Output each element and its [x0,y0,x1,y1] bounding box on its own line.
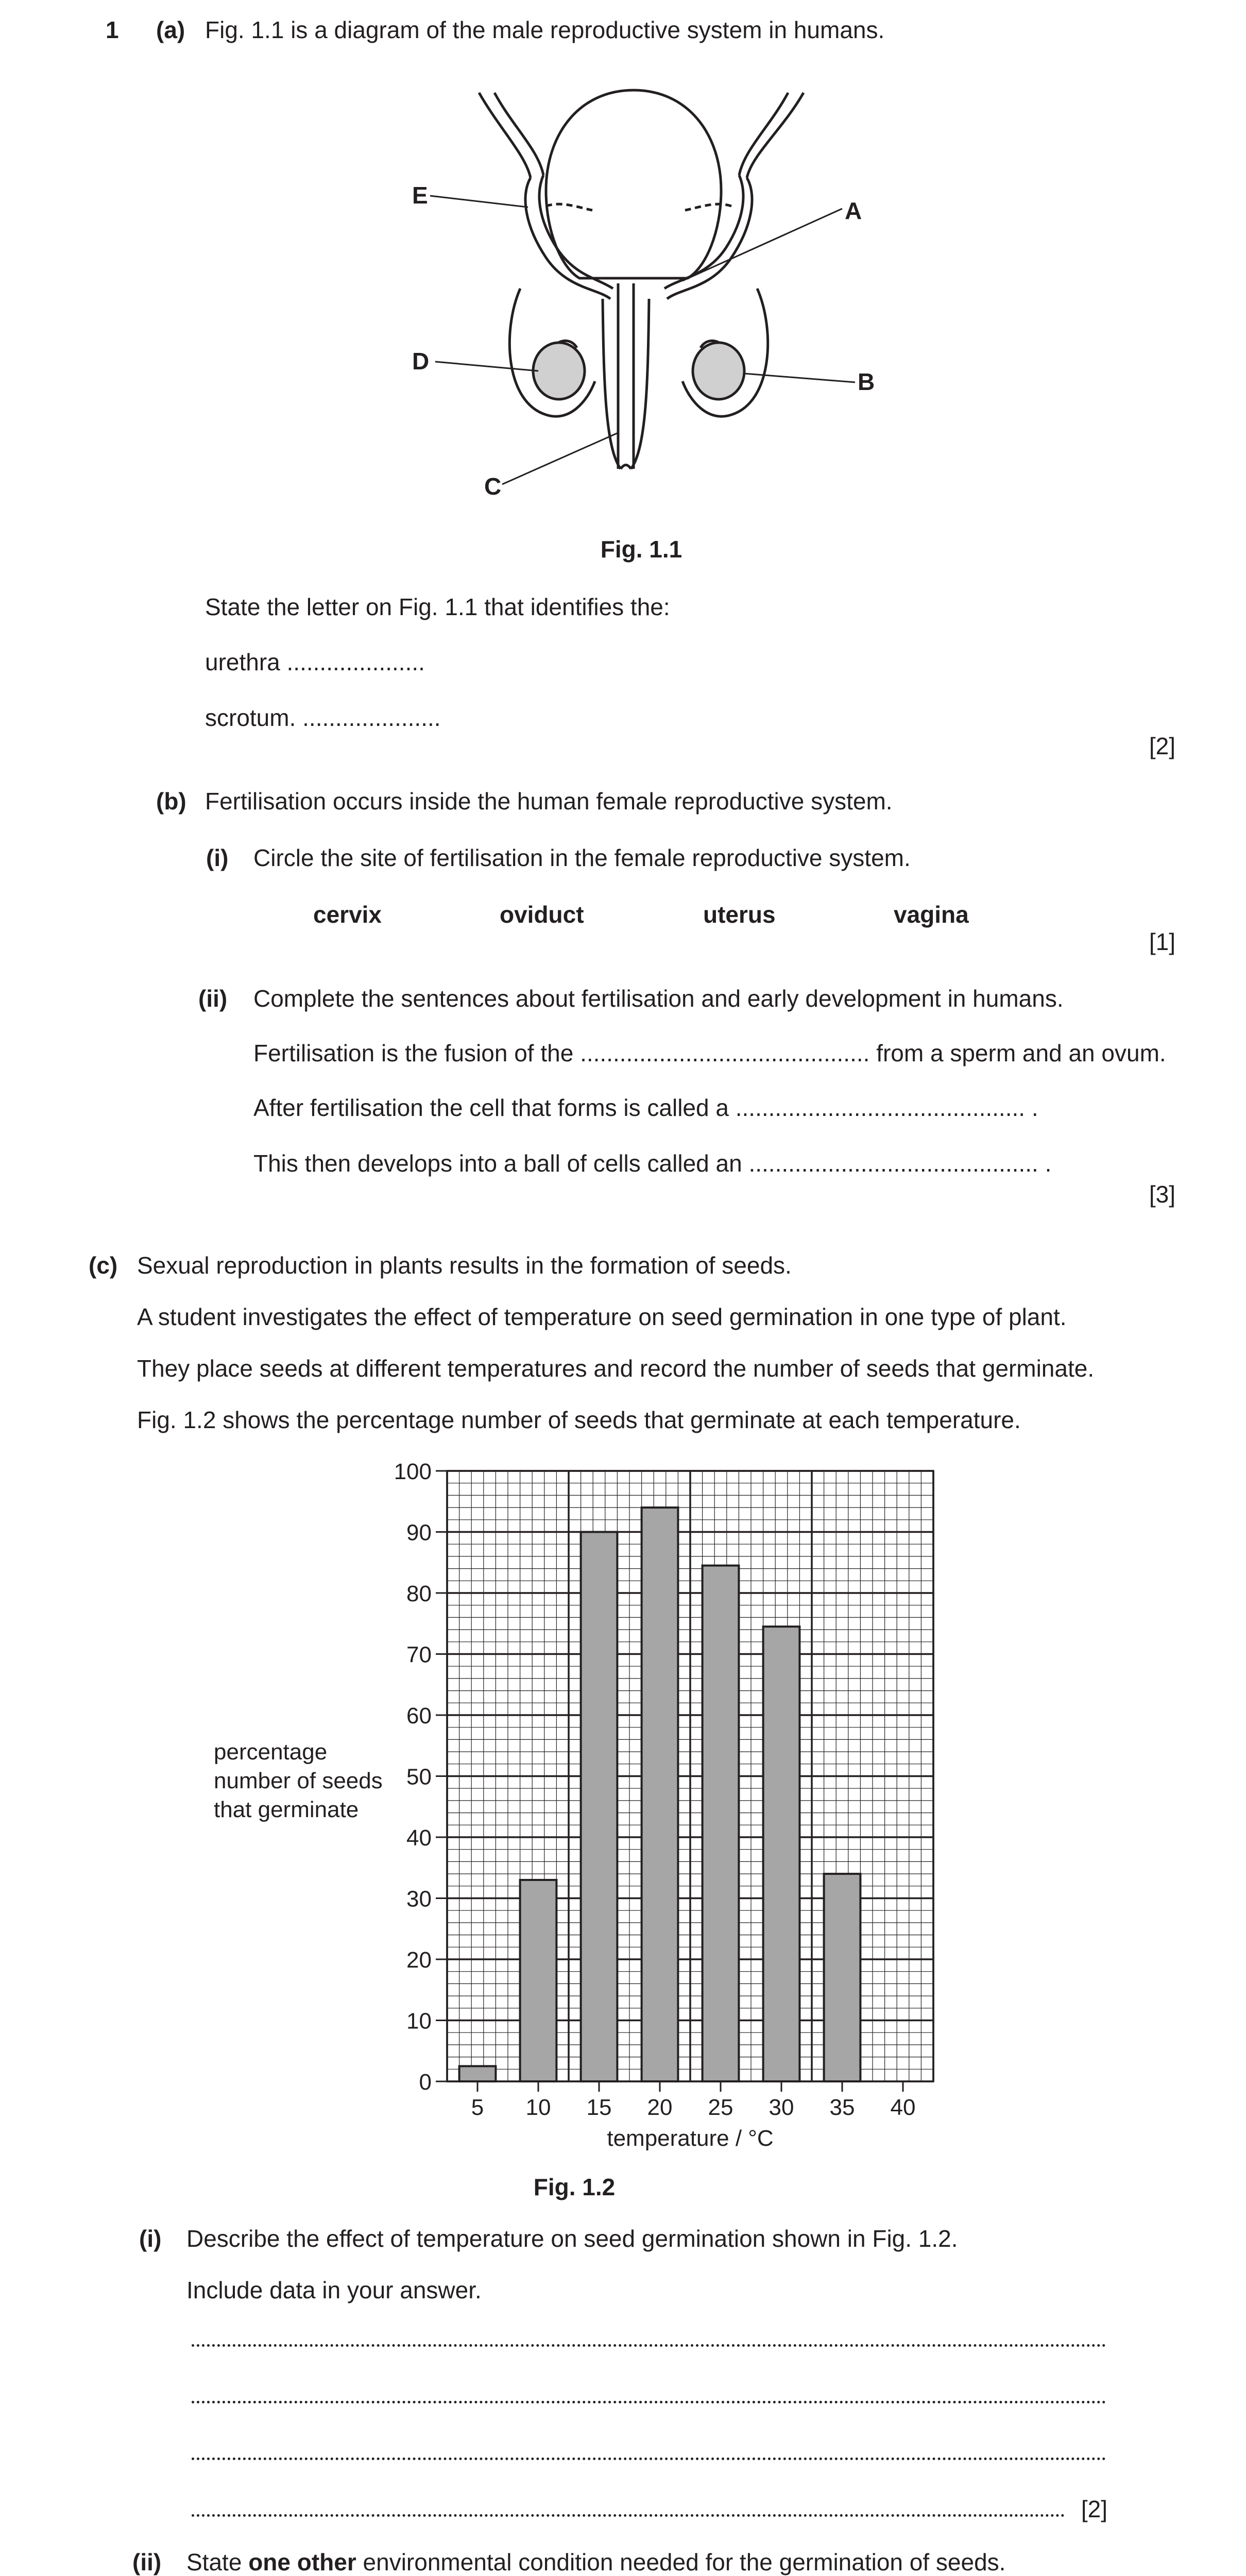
x-tick-label: 25 [708,2095,733,2120]
y-tick-label: 80 [406,1581,432,1606]
part-b-ii-label: (ii) [198,985,228,1012]
part-c-p3: They place seeds at different temperatures and record the number of seeds that germinate. [137,1355,1095,1382]
urethra-answer: urethra ..................... [205,649,425,675]
label-d: D [412,348,430,375]
x-axis-label: temperature / °C [607,2126,774,2151]
part-b-i-text: Circle the site of fertilisation in the female reproductive system. [253,844,911,871]
x-tick-label: 30 [769,2095,794,2120]
y-tick-label: 60 [406,1703,432,1728]
bar [581,1532,618,2082]
option-cervix[interactable]: cervix [313,901,382,928]
x-tick-label: 10 [525,2095,551,2120]
bar [703,1566,739,2081]
part-b-stem: Fertilisation occurs inside the human female reproductive system. [205,788,893,815]
sentence-fusion: Fertilisation is the fusion of the ............................................ from a sperm and an ovum. [253,1040,1166,1066]
y-tick-label: 30 [406,1886,432,1912]
part-c-ii-text [186,2548,1005,2576]
y-tick-label: 0 [419,2070,432,2095]
part-c-i-text: Describe the effect of temperature on seed germination shown in Fig. 1.2. [186,2225,958,2252]
fig-1-1-caption: Fig. 1.1 [600,536,682,563]
y-tick-label: 40 [406,1825,432,1851]
part-c-ii-label: (ii) [132,2549,162,2575]
y-tick-label: 90 [406,1520,432,1546]
x-tick-label: 5 [471,2095,484,2120]
y-tick-label: 20 [406,1947,432,1973]
bar [763,1626,800,2081]
x-tick-label: 40 [890,2095,916,2120]
option-uterus[interactable]: uterus [703,901,776,928]
label-a: A [845,197,862,224]
sentence-zygote: After fertilisation the cell that forms is called a ............................................ . [253,1094,1038,1121]
y-axis-label: percentage [214,1739,328,1765]
label-c: C [484,473,502,500]
y-tick-label: 50 [406,1764,432,1790]
part-c-label: (c) [89,1252,118,1279]
part-c-p1: Sexual reproduction in plants results in the formation of seeds. [137,1252,792,1279]
part-c-i-label: (i) [139,2225,162,2252]
part-c-i-text2: Include data in your answer. [186,2277,482,2303]
answer-line-4[interactable] [192,2514,1065,2517]
part-c-ii-text-bold: one other [248,2549,356,2575]
part-b-ii-text: Complete the sentences about fertilisation and early development in humans. [253,985,1064,1012]
bar [520,1880,557,2081]
bar [824,1874,861,2081]
label-b: B [858,368,875,395]
part-a-instruction: State the letter on Fig. 1.1 that identifies the: [205,594,670,620]
part-c-ii-text-pre: State [186,2549,249,2575]
part-b-ii-marks: [3] [1149,1181,1175,1208]
part-b-label: (b) [156,788,186,815]
part-a-label: (a) [156,16,185,43]
bar [642,1507,678,2081]
y-axis-label: number of seeds [214,1768,383,1793]
y-tick-label: 70 [406,1642,432,1668]
x-tick-label: 20 [647,2095,673,2120]
part-c-p2: A student investigates the effect of temperature on seed germination in one type of plant. [137,1303,1067,1330]
part-a-marks: [2] [1149,733,1175,759]
part-a-stem: Fig. 1.1 is a diagram of the male reproductive system in humans. [205,16,885,43]
answer-line-2[interactable] [192,2401,1106,2403]
part-c-p4: Fig. 1.2 shows the percentage number of seeds that germinate at each temperature. [137,1406,1021,1433]
y-tick-label: 100 [394,1459,432,1484]
question-number: 1 [106,16,119,43]
answer-line-3[interactable] [192,2458,1106,2460]
part-c-i-marks: [2] [1081,2496,1107,2522]
option-vagina[interactable]: vagina [894,901,969,928]
part-b-i-label: (i) [206,844,229,871]
y-axis-label: that germinate [214,1797,359,1822]
part-b-i-marks: [1] [1149,928,1175,955]
x-tick-label: 15 [586,2095,612,2120]
male-reproductive-diagram [391,72,901,515]
bar [459,2066,496,2081]
germination-bar-chart [0,1437,1246,2169]
y-tick-label: 10 [406,2008,432,2034]
label-e: E [412,182,428,209]
option-oviduct[interactable]: oviduct [500,901,584,928]
sentence-embryo: This then develops into a ball of cells called an ............................................ . [253,1150,1052,1177]
fig-1-2-caption: Fig. 1.2 [533,2174,616,2200]
x-tick-label: 35 [829,2095,855,2120]
answer-line-1[interactable] [192,2344,1106,2347]
scrotum-answer: scrotum. ..................... [205,704,441,731]
part-c-ii-text-post: environmental condition needed for the germination of seeds. [356,2549,1006,2575]
